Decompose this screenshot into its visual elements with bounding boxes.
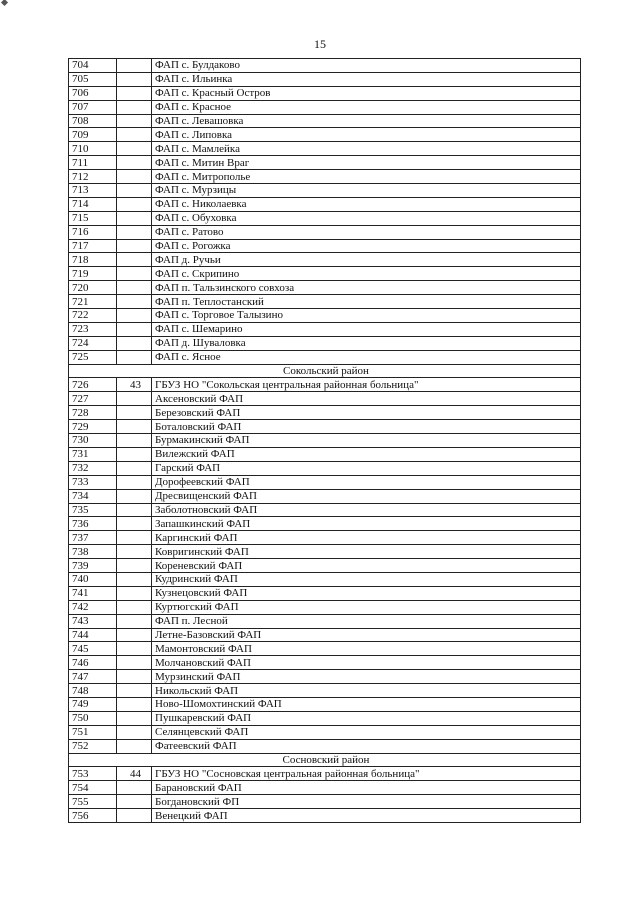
table-row <box>69 350 581 364</box>
table-row <box>69 684 581 698</box>
row-number: 712 <box>69 170 117 184</box>
page-number: 15 <box>314 37 326 51</box>
table-row <box>69 86 581 100</box>
table-row <box>69 434 581 448</box>
table-row <box>69 586 581 600</box>
facility-name: Запашкинский ФАП <box>152 517 581 531</box>
institution-code <box>117 253 152 267</box>
table-row <box>69 461 581 475</box>
table-row <box>69 59 581 73</box>
institution-code <box>117 642 152 656</box>
facility-name: ФАП с. Скрипино <box>152 267 581 281</box>
table-row <box>69 309 581 323</box>
table-row <box>69 447 581 461</box>
institution-code <box>117 434 152 448</box>
facility-name: Мурзинский ФАП <box>152 670 581 684</box>
row-number: 750 <box>69 711 117 725</box>
institution-code <box>117 225 152 239</box>
table-row <box>69 517 581 531</box>
facility-name: ФАП с. Митин Враг <box>152 156 581 170</box>
table-row <box>69 795 581 809</box>
institution-code <box>117 184 152 198</box>
institution-code <box>117 447 152 461</box>
table-row <box>69 100 581 114</box>
institution-code <box>117 670 152 684</box>
facility-name: Дресвищенский ФАП <box>152 489 581 503</box>
institution-code <box>117 531 152 545</box>
institution-code <box>117 475 152 489</box>
institution-code <box>117 211 152 225</box>
table-row <box>69 281 581 295</box>
facility-name: Бурмакинский ФАП <box>152 434 581 448</box>
row-number: 730 <box>69 434 117 448</box>
row-number: 717 <box>69 239 117 253</box>
row-number: 706 <box>69 86 117 100</box>
institution-code <box>117 406 152 420</box>
facility-name: ФАП с. Шемарино <box>152 322 581 336</box>
facility-name: ФАП с. Красный Остров <box>152 86 581 100</box>
institution-code <box>117 489 152 503</box>
facility-name: Заболотновский ФАП <box>152 503 581 517</box>
row-number: 722 <box>69 309 117 323</box>
institution-code: 44 <box>117 767 152 781</box>
table-row <box>69 211 581 225</box>
table-row <box>69 628 581 642</box>
table-row <box>69 531 581 545</box>
row-number: 756 <box>69 809 117 823</box>
table-row <box>69 711 581 725</box>
facility-name: ФАП с. Мурзицы <box>152 184 581 198</box>
table-row <box>69 378 581 392</box>
row-number: 738 <box>69 545 117 559</box>
facility-name: ФАП с. Булдаково <box>152 59 581 73</box>
row-number: 737 <box>69 531 117 545</box>
institution-code <box>117 517 152 531</box>
institution-code <box>117 309 152 323</box>
row-number: 745 <box>69 642 117 656</box>
row-number: 752 <box>69 739 117 753</box>
institution-code <box>117 420 152 434</box>
institution-code <box>117 684 152 698</box>
row-number: 733 <box>69 475 117 489</box>
row-number: 725 <box>69 350 117 364</box>
row-number: 719 <box>69 267 117 281</box>
table-row <box>69 322 581 336</box>
row-number: 753 <box>69 767 117 781</box>
region-header-row <box>69 753 581 767</box>
table-row <box>69 767 581 781</box>
row-number: 718 <box>69 253 117 267</box>
region-name: Сосновский район <box>69 753 581 767</box>
row-number: 741 <box>69 586 117 600</box>
table-row <box>69 128 581 142</box>
row-number: 732 <box>69 461 117 475</box>
table-row <box>69 489 581 503</box>
registry-table-body <box>69 59 581 823</box>
facility-name: ФАП с. Николаевка <box>152 197 581 211</box>
row-number: 715 <box>69 211 117 225</box>
table-row <box>69 225 581 239</box>
institution-code <box>117 503 152 517</box>
table-row <box>69 156 581 170</box>
row-number: 710 <box>69 142 117 156</box>
row-number: 735 <box>69 503 117 517</box>
facility-name: Кудринский ФАП <box>152 572 581 586</box>
facility-name: Молчановский ФАП <box>152 656 581 670</box>
institution-code <box>117 545 152 559</box>
facility-name: ФАП с. Липовка <box>152 128 581 142</box>
institution-code <box>117 156 152 170</box>
table-row <box>69 267 581 281</box>
institution-code <box>117 461 152 475</box>
facility-name: ФАП с. Мамлейка <box>152 142 581 156</box>
row-number: 707 <box>69 100 117 114</box>
row-number: 747 <box>69 670 117 684</box>
institution-code <box>117 295 152 309</box>
table-row <box>69 336 581 350</box>
institution-code <box>117 100 152 114</box>
institution-code <box>117 336 152 350</box>
facility-name: Боталовский ФАП <box>152 420 581 434</box>
table-row <box>69 809 581 823</box>
facility-name: ГБУЗ НО "Сокольская центральная районная больница" <box>152 378 581 392</box>
facility-name: Никольский ФАП <box>152 684 581 698</box>
table-row <box>69 503 581 517</box>
facility-name: ФАП с. Ратово <box>152 225 581 239</box>
row-number: 742 <box>69 600 117 614</box>
row-number: 704 <box>69 59 117 73</box>
facility-name: Барановский ФАП <box>152 781 581 795</box>
table-row <box>69 184 581 198</box>
institution-code <box>117 628 152 642</box>
table-row <box>69 559 581 573</box>
facility-name: ФАП с. Торговое Талызино <box>152 309 581 323</box>
institution-code <box>117 142 152 156</box>
table-row <box>69 114 581 128</box>
table-row <box>69 670 581 684</box>
table-row <box>69 295 581 309</box>
facility-name: ФАП п. Тальзинского совхоза <box>152 281 581 295</box>
institution-code <box>117 795 152 809</box>
region-header-row <box>69 364 581 378</box>
row-number: 721 <box>69 295 117 309</box>
region-name: Сокольский район <box>69 364 581 378</box>
row-number: 716 <box>69 225 117 239</box>
facility-name: Богдановский ФП <box>152 795 581 809</box>
institution-code <box>117 350 152 364</box>
row-number: 739 <box>69 559 117 573</box>
facility-name: ФАП с. Ильинка <box>152 72 581 86</box>
row-number: 736 <box>69 517 117 531</box>
row-number: 754 <box>69 781 117 795</box>
row-number: 711 <box>69 156 117 170</box>
facility-registry-table <box>68 58 581 823</box>
institution-code <box>117 809 152 823</box>
institution-code <box>117 128 152 142</box>
facility-name: ФАП с. Красное <box>152 100 581 114</box>
facility-name: Гарский ФАП <box>152 461 581 475</box>
scan-corner-mark <box>1 0 8 6</box>
facility-name: ФАП д. Ручьи <box>152 253 581 267</box>
row-number: 720 <box>69 281 117 295</box>
facility-name: ГБУЗ НО "Сосновская центральная районная больница" <box>152 767 581 781</box>
facility-name: ФАП с. Ясное <box>152 350 581 364</box>
row-number: 740 <box>69 572 117 586</box>
row-number: 729 <box>69 420 117 434</box>
row-number: 709 <box>69 128 117 142</box>
table-row <box>69 614 581 628</box>
row-number: 724 <box>69 336 117 350</box>
row-number: 723 <box>69 322 117 336</box>
institution-code <box>117 267 152 281</box>
table-row <box>69 406 581 420</box>
institution-code <box>117 656 152 670</box>
institution-code <box>117 711 152 725</box>
facility-name: Селянцевский ФАП <box>152 725 581 739</box>
institution-code <box>117 59 152 73</box>
row-number: 726 <box>69 378 117 392</box>
row-number: 734 <box>69 489 117 503</box>
facility-name: Ново-Шомохтинский ФАП <box>152 697 581 711</box>
facility-name: ФАП п. Теплостанский <box>152 295 581 309</box>
table-row <box>69 239 581 253</box>
row-number: 746 <box>69 656 117 670</box>
table-row <box>69 170 581 184</box>
row-number: 728 <box>69 406 117 420</box>
institution-code <box>117 586 152 600</box>
facility-name: Аксеновский ФАП <box>152 392 581 406</box>
row-number: 755 <box>69 795 117 809</box>
row-number: 713 <box>69 184 117 198</box>
institution-code <box>117 725 152 739</box>
facility-name: Дорофеевский ФАП <box>152 475 581 489</box>
table-row <box>69 197 581 211</box>
facility-name: Каргинский ФАП <box>152 531 581 545</box>
row-number: 731 <box>69 447 117 461</box>
institution-code <box>117 239 152 253</box>
facility-name: Кузнецовский ФАП <box>152 586 581 600</box>
table-row <box>69 420 581 434</box>
facility-name: Кореневский ФАП <box>152 559 581 573</box>
facility-name: Венецкий ФАП <box>152 809 581 823</box>
row-number: 749 <box>69 697 117 711</box>
table-row <box>69 656 581 670</box>
institution-code <box>117 170 152 184</box>
row-number: 743 <box>69 614 117 628</box>
institution-code <box>117 781 152 795</box>
table-row <box>69 739 581 753</box>
facility-name: ФАП д. Шуваловка <box>152 336 581 350</box>
facility-name: Березовский ФАП <box>152 406 581 420</box>
table-row <box>69 600 581 614</box>
row-number: 748 <box>69 684 117 698</box>
row-number: 727 <box>69 392 117 406</box>
table-row <box>69 781 581 795</box>
table-row <box>69 642 581 656</box>
facility-name: Ковригинский ФАП <box>152 545 581 559</box>
institution-code: 43 <box>117 378 152 392</box>
facility-name: Вилежский ФАП <box>152 447 581 461</box>
institution-code <box>117 392 152 406</box>
institution-code <box>117 600 152 614</box>
institution-code <box>117 86 152 100</box>
institution-code <box>117 614 152 628</box>
row-number: 708 <box>69 114 117 128</box>
table-row <box>69 253 581 267</box>
table-row <box>69 392 581 406</box>
institution-code <box>117 572 152 586</box>
table-row <box>69 725 581 739</box>
table-row <box>69 572 581 586</box>
facility-name: ФАП п. Лесной <box>152 614 581 628</box>
facility-name: Фатеевский ФАП <box>152 739 581 753</box>
institution-code <box>117 114 152 128</box>
facility-name: Мамонтовский ФАП <box>152 642 581 656</box>
row-number: 751 <box>69 725 117 739</box>
institution-code <box>117 281 152 295</box>
row-number: 744 <box>69 628 117 642</box>
institution-code <box>117 197 152 211</box>
facility-name: ФАП с. Обуховка <box>152 211 581 225</box>
facility-name: ФАП с. Рогожка <box>152 239 581 253</box>
institution-code <box>117 559 152 573</box>
institution-code <box>117 72 152 86</box>
institution-code <box>117 322 152 336</box>
table-row <box>69 142 581 156</box>
institution-code <box>117 739 152 753</box>
table-row <box>69 545 581 559</box>
facility-name: Летне-Базовский ФАП <box>152 628 581 642</box>
institution-code <box>117 697 152 711</box>
row-number: 705 <box>69 72 117 86</box>
table-row <box>69 697 581 711</box>
facility-name: ФАП с. Левашовка <box>152 114 581 128</box>
facility-name: ФАП с. Митрополье <box>152 170 581 184</box>
row-number: 714 <box>69 197 117 211</box>
facility-name: Пушкаревский ФАП <box>152 711 581 725</box>
facility-name: Куртюгский ФАП <box>152 600 581 614</box>
table-row <box>69 475 581 489</box>
table-row <box>69 72 581 86</box>
